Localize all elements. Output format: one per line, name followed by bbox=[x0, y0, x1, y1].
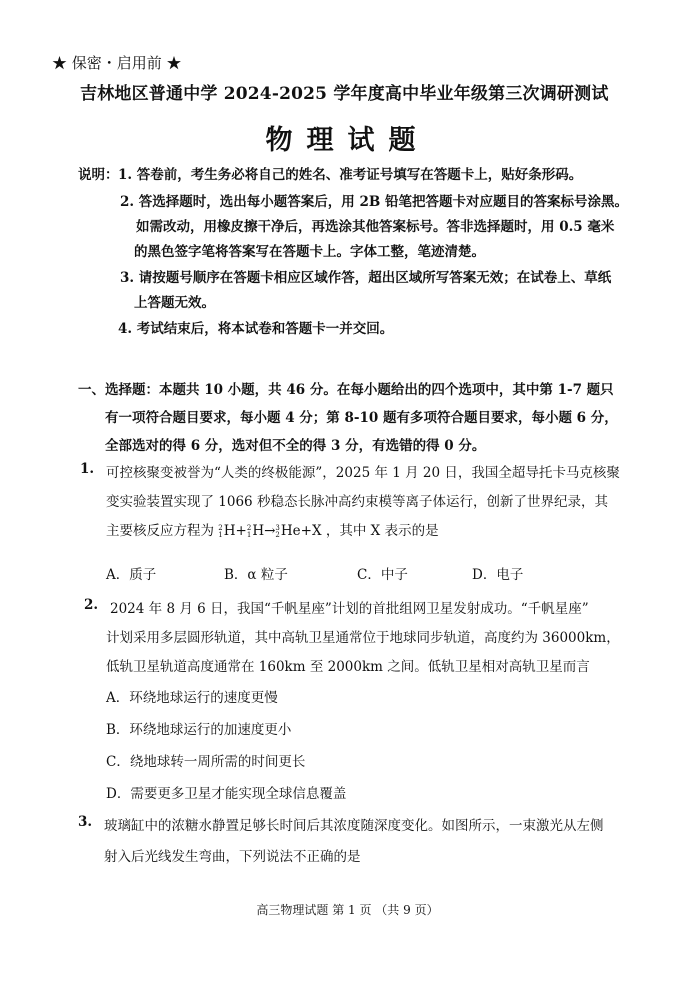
question-number: 3. bbox=[78, 814, 93, 830]
atomic-number: 2 bbox=[275, 530, 280, 539]
atomic-number: 1 bbox=[246, 530, 252, 539]
question-text: 变实验装置实现了 1066 秒稳态长脉冲高约束模等离子体运行，创新了世界纪录，其 bbox=[106, 494, 608, 510]
page-footer: 高三物理试题 第 1 页 （共 9 页） bbox=[256, 903, 439, 917]
reaction-equation-line bbox=[106, 519, 439, 539]
option-c: C．中子 bbox=[357, 567, 408, 583]
instruction-item: 上答题无效。 bbox=[134, 295, 215, 311]
question-text: 射入后光线发生弯曲，下列说法不正确的是 bbox=[104, 849, 361, 865]
mass-number: 2 bbox=[246, 523, 252, 532]
arrow-symbol: → bbox=[264, 523, 276, 539]
nuclide-symbol: H bbox=[223, 523, 236, 539]
instruction-item: 2. 答选择题时，选出每小题答案后，用 2B 铅笔把答题卡对应题目的答案标号涂黑。 bbox=[120, 194, 628, 210]
question-text: 可控核聚变被誉为“人类的终极能源”，2025 年 1 月 20 日，我国全超导托卡马克核聚 bbox=[106, 465, 620, 481]
option-b: B．环绕地球运行的加速度更小 bbox=[106, 722, 292, 738]
instruction-item: 1. 答卷前，考生务必将自己的姓名、准考证号填写在答题卡上，贴好条形码。 bbox=[118, 167, 583, 183]
option-c: C．绕地球转一周所需的时间更长 bbox=[106, 754, 306, 770]
instruction-item: 4. 考试结束后，将本试卷和答题卡一并交回。 bbox=[118, 321, 394, 337]
equation-suffix: ，其中 X 表示的是 bbox=[325, 523, 439, 539]
option-a: A．质子 bbox=[106, 567, 157, 583]
confidential-label: ★ 保密・启用前 ★ bbox=[52, 54, 182, 72]
section-line: 一、选择题：本题共 10 小题，共 46 分。在每小题给出的四个选项中，其中第 1-7 题只 bbox=[78, 382, 614, 398]
option-b: B．α 粒子 bbox=[224, 567, 288, 583]
question-text: 玻璃缸中的浓糖水静置足够长时间后其浓度随深度变化。如图所示，一束激光从左侧 bbox=[104, 818, 604, 834]
option-a: A．环绕地球运行的速度更慢 bbox=[106, 690, 278, 706]
question-text: 低轨卫星轨道高度通常在 160km 至 2000km 之间。低轨卫星相对高轨卫星而言 bbox=[106, 659, 590, 675]
instructions-label: 说明： bbox=[78, 167, 119, 183]
option-d: D．电子 bbox=[472, 567, 524, 583]
exam-title: 吉林地区普通中学 2024-2025 学年度高中毕业年级第三次调研测试 bbox=[80, 84, 609, 104]
option-d: D．需要更多卫星才能实现全球信息覆盖 bbox=[106, 786, 347, 802]
nuclear-equation bbox=[218, 523, 326, 539]
plus-sign: + bbox=[235, 523, 247, 539]
mass-number: 3 bbox=[275, 523, 280, 532]
nuclide-symbol: H bbox=[252, 523, 265, 539]
instruction-item: 的黑色签字笔将答案写在答题卡上。字体工整，笔迹清楚。 bbox=[134, 244, 485, 260]
question-text: 计划采用多层圆形轨道，其中高轨卫星通常位于地球同步轨道，高度约为 36000km， bbox=[106, 630, 620, 646]
instruction-item: 3. 请按题号顺序在答题卡相应区域作答，超出区域所写答案无效；在试卷上、草纸 bbox=[120, 270, 612, 286]
instruction-item: 如需改动，用橡皮擦干净后，再选涂其他答案标号。答非选择题时，用 0.5 毫米 bbox=[136, 219, 615, 235]
mass-number: 2 bbox=[218, 523, 223, 532]
section-line: 全部选对的得 6 分，选对但不全的得 3 分，有选错的得 0 分。 bbox=[105, 438, 486, 454]
question-text: 2024 年 8 月 6 日，我国“千帆星座”计划的首批组网卫星发射成功。“千帆星座” bbox=[110, 601, 589, 617]
equation-prefix: 主要核反应方程为 bbox=[106, 523, 214, 539]
section-line: 有一项符合题目要求，每小题 4 分；第 8-10 题有多项符合题目要求，每小题 6 分， bbox=[105, 410, 618, 426]
atomic-number: 1 bbox=[218, 530, 223, 539]
question-number: 2. bbox=[84, 597, 99, 613]
subject-title: 物理试题 bbox=[265, 125, 430, 156]
question-number: 1. bbox=[80, 461, 95, 477]
nuclide-symbol: He bbox=[280, 523, 301, 539]
plus-x: +X bbox=[300, 523, 322, 539]
